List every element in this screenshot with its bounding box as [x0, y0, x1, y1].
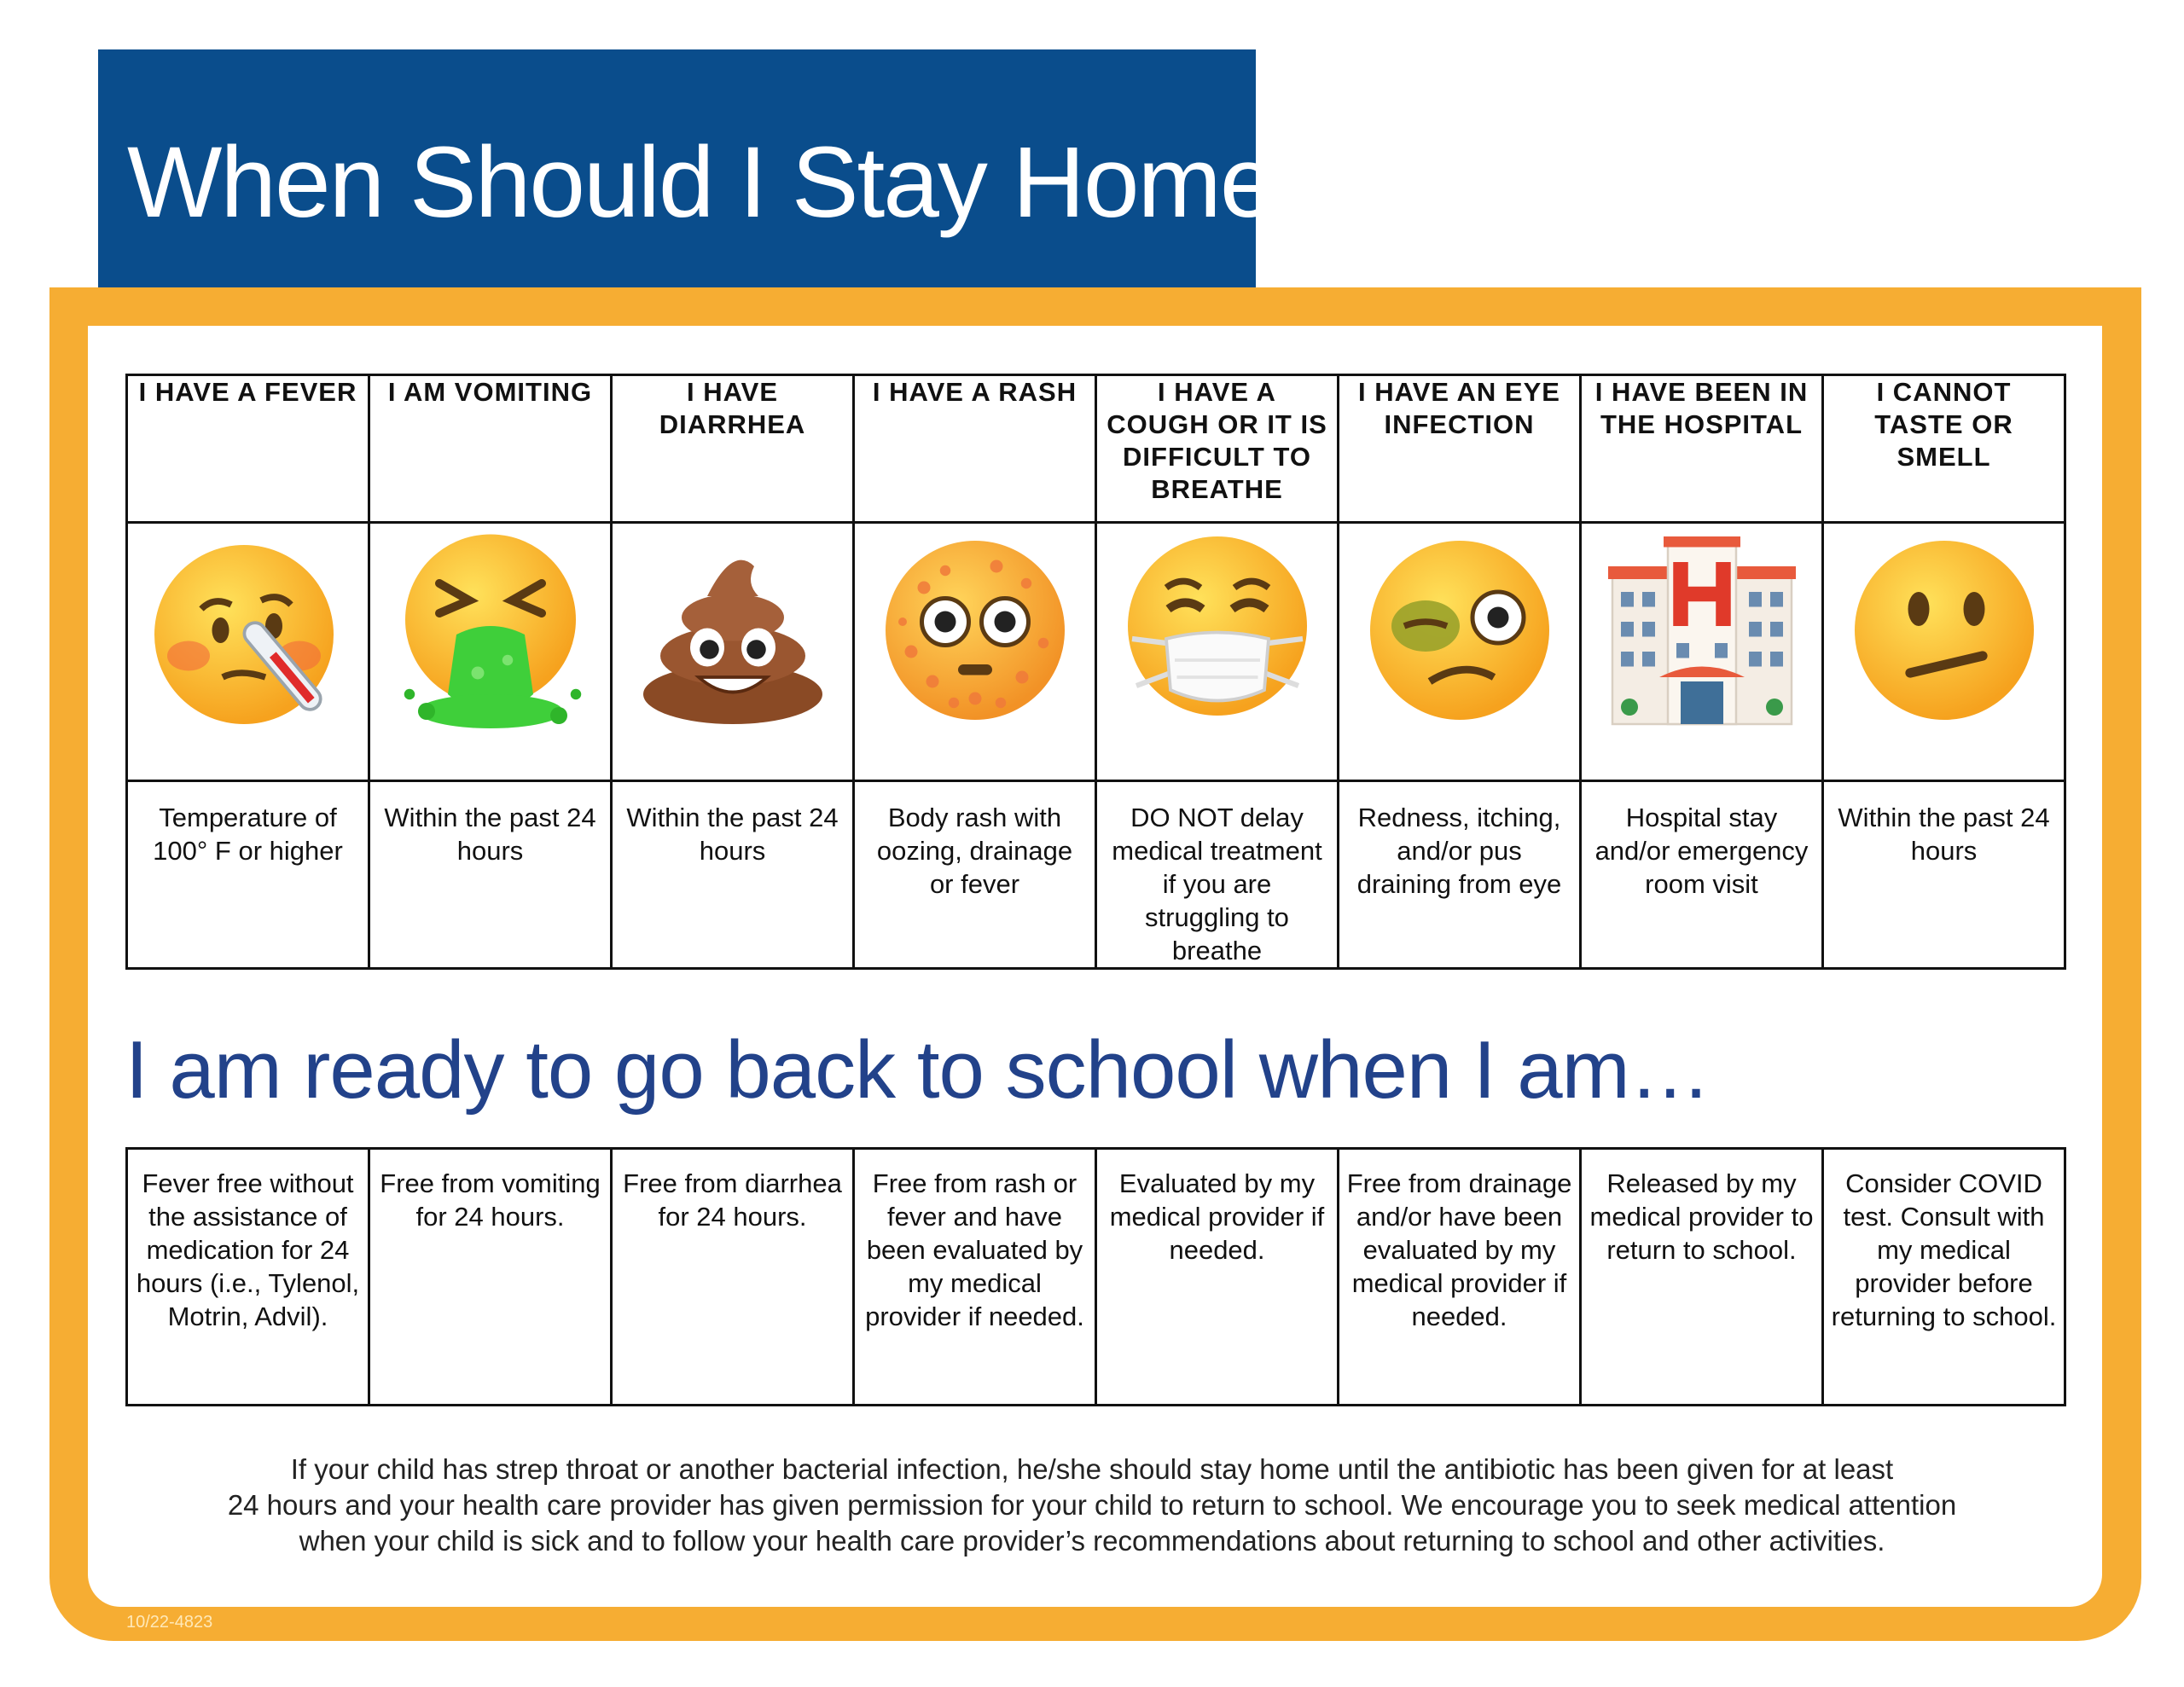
- criteria-cell: [127, 1149, 369, 1406]
- icon-cell: [1339, 523, 1581, 781]
- return-criterion: Free from vomiting for 24 hours.: [380, 1168, 601, 1232]
- symptom-description: Hospital stay and/or emergency room visit: [1594, 803, 1809, 899]
- symptom-header: I HAVE DIARRHEA: [659, 377, 806, 439]
- header-cell: [1581, 375, 1823, 523]
- symptom-description: Body rash with oozing, drainage or fever: [876, 803, 1073, 899]
- header-cell: [612, 375, 854, 523]
- symptoms-table: [125, 374, 2066, 970]
- face-with-rash-icon: [868, 524, 1082, 737]
- header-cell: [127, 375, 369, 523]
- symptom-description: Within the past 24 hours: [1838, 803, 2050, 866]
- icon-cell: [612, 523, 854, 781]
- header-cell: [854, 375, 1096, 523]
- title-banner: [98, 49, 1329, 288]
- criteria-cell: [1581, 1149, 1823, 1406]
- description-cell: [854, 781, 1096, 969]
- footnote-line: If your child has strep throat or another bacterial infection, he/she should stay home until the antibiotic has been given for at least: [290, 1453, 1894, 1485]
- symptom-description: Redness, itching, and/or pus draining from eye: [1356, 803, 1562, 899]
- header-cell: [1823, 375, 2065, 523]
- header-cell: [369, 375, 612, 523]
- symptom-header: I HAVE A RASH: [872, 377, 1077, 407]
- face-with-thermometer-icon: [142, 524, 355, 737]
- footnote: [171, 1452, 2013, 1559]
- description-cell: [1581, 781, 1823, 969]
- symptom-description: Within the past 24 hours: [384, 803, 596, 866]
- face-with-medical-mask-icon: [1111, 524, 1324, 737]
- header-cell: [1096, 375, 1339, 523]
- description-cell: [1823, 781, 2065, 969]
- description-cell: [1339, 781, 1581, 969]
- icon-cell: [1581, 523, 1823, 781]
- header-cell: [1339, 375, 1581, 523]
- symptom-description: Temperature of 100° F or higher: [153, 803, 343, 866]
- footnote-line: 24 hours and your health care provider has given permission for your child to return to school. We encourage you to seek medical attention: [227, 1489, 1957, 1521]
- symptom-header: I HAVE A COUGH OR IT IS DIFFICULT TO BREATHE: [1107, 377, 1327, 504]
- return-criterion: Free from rash or fever and have been evaluated by my medical provider if needed.: [865, 1168, 1084, 1331]
- symptom-header: I HAVE BEEN IN THE HOSPITAL: [1594, 377, 1809, 439]
- icon-cell: [127, 523, 369, 781]
- return-criterion: Free from diarrhea for 24 hours.: [623, 1168, 842, 1232]
- description-cell: [369, 781, 612, 969]
- criteria-cell: [1823, 1149, 2065, 1406]
- description-cell: [127, 781, 369, 969]
- icon-cell: [854, 523, 1096, 781]
- document-code: 10/22-4823: [126, 1613, 213, 1632]
- symptom-description-row: [127, 781, 2065, 969]
- return-criterion: Evaluated by my medical provider if needed.: [1109, 1168, 1325, 1265]
- symptom-description: Within the past 24 hours: [626, 803, 839, 866]
- hospital-icon: [1595, 524, 1809, 737]
- description-cell: [612, 781, 854, 969]
- criteria-cell: [1339, 1149, 1581, 1406]
- page-title: When Should I Stay Home?: [127, 126, 1329, 239]
- criteria-cell: [854, 1149, 1096, 1406]
- symptom-header: I HAVE AN EYE INFECTION: [1358, 377, 1560, 439]
- description-cell: [1096, 781, 1339, 969]
- icon-cell: [369, 523, 612, 781]
- symptom-header: I CANNOT TASTE OR SMELL: [1874, 377, 2013, 472]
- criteria-cell: [1096, 1149, 1339, 1406]
- footnote-line: when your child is sick and to follow your health care provider’s recommendations about returning to school and other activities.: [299, 1525, 1885, 1557]
- return-criteria-row: [127, 1149, 2065, 1406]
- return-criterion: Fever free without the assistance of medication for 24 hours (i.e., Tylenol, Motrin, Advil).: [136, 1168, 360, 1331]
- symptom-header: I AM VOMITING: [387, 377, 593, 407]
- return-criterion: Free from drainage and/or have been evaluated by my medical provider if needed.: [1346, 1168, 1572, 1331]
- icon-cell: [1823, 523, 2065, 781]
- icon-cell: [1096, 523, 1339, 781]
- face-vomiting-icon: [384, 524, 597, 737]
- return-heading: I am ready to go back to school when I am…: [125, 1024, 1711, 1116]
- pile-of-poo-icon: [626, 524, 839, 737]
- confused-face-icon: [1838, 524, 2051, 737]
- return-criterion: Released by my medical provider to return to school.: [1589, 1168, 1814, 1265]
- criteria-cell: [612, 1149, 854, 1406]
- return-criterion: Consider COVID test. Consult with my medical provider before returning to school.: [1831, 1168, 2057, 1331]
- symptom-header-row: [127, 375, 2065, 523]
- symptom-icon-row: [127, 523, 2065, 781]
- symptom-header: I HAVE A FEVER: [138, 377, 357, 407]
- symptom-description: DO NOT delay medical treatment if you are struggling to breathe: [1112, 803, 1322, 965]
- face-with-eye-infection-icon: [1353, 524, 1566, 737]
- return-criteria-table: [125, 1147, 2066, 1406]
- criteria-cell: [369, 1149, 612, 1406]
